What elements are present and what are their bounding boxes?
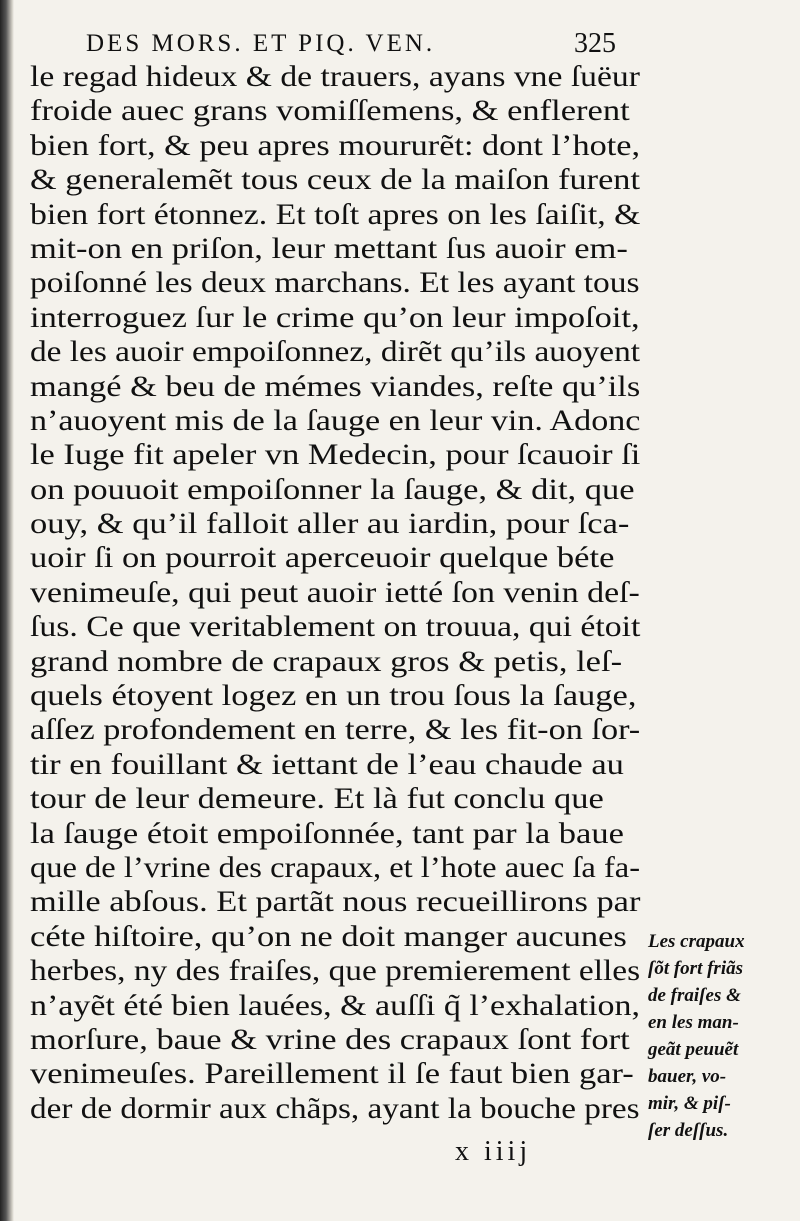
text-line: bien fort, & peu apres moururẽt: dont l’hote, — [30, 128, 641, 162]
margin-note-line: de fraiſes & — [648, 985, 741, 1006]
text-line: mille abſous. Et partãt nous recueillirons par — [30, 885, 641, 919]
text-line: tir en fouillant & iettant de l’eau chaude au — [30, 747, 624, 781]
margin-note-line: geãt peuuẽt — [648, 1039, 739, 1060]
text-line: céte hiſtoire, qu’on ne doit manger aucunes — [30, 919, 627, 953]
text-line: ouy, & qu’il falloit aller au iardin, pour ſca- — [30, 507, 630, 541]
margin-note-line: bauer, vo- — [648, 1066, 727, 1087]
signature-mark: x iiij — [455, 1136, 532, 1167]
page-gutter — [0, 0, 14, 1221]
margin-note-line: mir, & piſ- — [648, 1093, 731, 1114]
text-line: aſſez profondement en terre, & les fit-on ſor- — [30, 713, 641, 747]
text-line: la ſauge étoit empoiſonnée, tant par la baue — [30, 816, 624, 850]
text-line: venimeuſe, qui peut auoir ietté ſon venin deſ- — [30, 575, 640, 609]
text-line: n’auoyent mis de la ſauge en leur vin. Adonc — [30, 403, 641, 437]
text-line: interroguez ſur le crime qu’on leur impoſoit, — [30, 300, 640, 334]
text-line: froide auec grans vomiſſemens, & enflerent — [30, 94, 630, 128]
margin-note-line: Les crapaux — [648, 931, 745, 952]
text-line: mangé & beu de mémes viandes, reſte qu’ils — [30, 369, 641, 403]
margin-note-line: ſõt fort friãs — [648, 958, 743, 979]
text-line: le Iuge fit apeler vn Medecin, pour ſcauoir ſi — [30, 438, 641, 472]
body-text — [30, 60, 645, 1126]
text-line: grand nombre de crapaux gros & petis, leſ- — [30, 644, 623, 678]
margin-note-line: en les man- — [648, 1012, 739, 1033]
text-line: que de l’vrine des crapaux, et l’hote auec ſa fa- — [30, 850, 641, 884]
running-header — [86, 30, 646, 58]
text-line: morſure, baue & vrine des crapaux ſont fort — [30, 1022, 630, 1056]
text-line: mit-on en priſon, leur mettant ſus auoir em- — [30, 231, 628, 265]
text-line: tour de leur demeure. Et là fut conclu que — [30, 782, 604, 816]
text-line: poiſonné les deux marchans. Et les ayant tous — [30, 266, 640, 300]
text-line: de les auoir empoiſonnez, dirẽt qu’ils auoyent — [30, 335, 641, 369]
text-line: & generalemẽt tous ceux de la maiſon furent — [30, 163, 640, 197]
page-number: 325 — [574, 28, 616, 59]
text-line: der de dormir aux chãps, ayant la bouche pres — [30, 1091, 640, 1125]
text-line: n’ayẽt été bien lauées, & auſſi q̃ l’exhalation, — [30, 988, 640, 1022]
text-line: on pouuoit empoiſonner la ſauge, & dit, que — [30, 472, 635, 506]
text-line: uoir ſi on pourroit aperceuoir quelque béte — [30, 541, 615, 575]
margin-note — [648, 928, 798, 1144]
text-line: ſus. Ce que veritablement on trouua, qui étoit — [30, 610, 641, 644]
text-line: venimeuſes. Pareillement il ſe faut bien gar- — [30, 1057, 634, 1091]
text-line: herbes, ny des fraiſes, que premierement elles — [30, 954, 641, 988]
running-title: DES MORS. ET PIQ. VEN. — [86, 30, 436, 57]
text-line: le regad hideux & de trauers, ayans vne ſuëur — [30, 60, 640, 93]
margin-note-line: ſer deſſus. — [648, 1120, 729, 1141]
text-line: bien fort étonnez. Et toſt apres on les ſaiſit, & — [30, 197, 641, 231]
text-line: quels étoyent logez en un trou ſous la ſauge, — [30, 679, 637, 713]
